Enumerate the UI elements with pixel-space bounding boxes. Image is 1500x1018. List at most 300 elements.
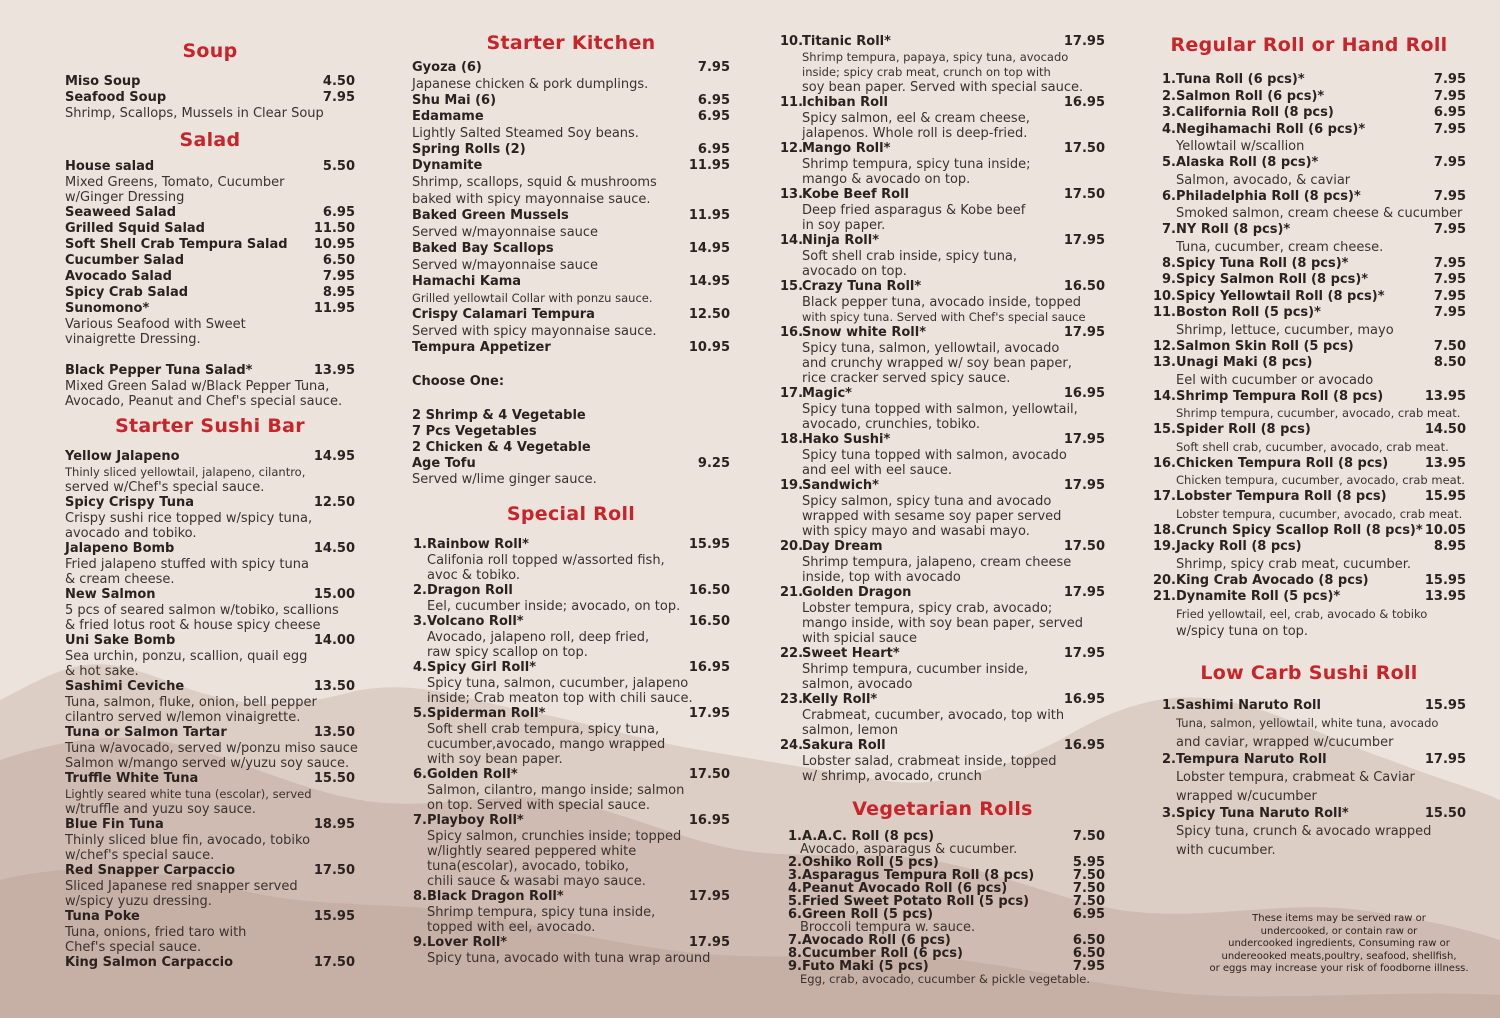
section-title: Salad xyxy=(179,129,241,151)
menu-item xyxy=(65,725,355,741)
menu-item xyxy=(1152,539,1466,556)
menu-item-description: Egg, crab, avocado, cucumber & pickle vegetable. xyxy=(800,972,1091,986)
menu-item-price: 12.50 xyxy=(313,495,355,510)
menu-item-number: 18. xyxy=(1152,522,1176,538)
menu-item-name: 6.Philadelphia Roll (8 pcs)* xyxy=(1152,189,1361,206)
menu-item-description: Fried jalapeno stuffed with spicy tuna xyxy=(65,557,309,572)
menu-item-description: baked with spicy mayonnaise sauce. xyxy=(412,192,651,207)
menu-item xyxy=(780,279,1105,295)
menu-item-description: with cucumber. xyxy=(1176,842,1276,858)
menu-item-name: 15.Spider Roll (8 pcs) xyxy=(1152,422,1311,437)
menu-item-price: 4.50 xyxy=(322,74,355,89)
menu-item-description: on top. Served with special sauce. xyxy=(427,798,651,813)
menu-item-description: Lightly Salted Steamed Soy beans. xyxy=(412,126,639,141)
menu-item-description: Spicy tuna, salmon, cucumber, jalapeno xyxy=(427,676,689,691)
menu-item-name: 10.Titanic Roll* xyxy=(780,34,891,49)
menu-item-name: 13.Unagi Maki (8 pcs) xyxy=(1152,355,1313,370)
menu-item-price: 7.95 xyxy=(1433,72,1466,87)
menu-item-description: Lobster salad, crabmeat inside, topped xyxy=(802,754,1057,769)
menu-item-description: & cream cheese. xyxy=(65,572,175,587)
menu-item xyxy=(412,660,730,676)
menu-item-description: Crabmeat, cucumber, avocado, top with xyxy=(802,708,1065,723)
menu-item-price: 13.50 xyxy=(313,679,355,694)
menu-item-price: 14.95 xyxy=(688,241,730,256)
notice-line: undereooked meats,poultry, seafood, shellfish, xyxy=(1221,950,1457,962)
section-title: Starter Kitchen xyxy=(486,32,656,54)
menu-item-price: 11.95 xyxy=(688,208,730,223)
menu-item-description: Shrimp tempura, cucumber, avocado, crab meat. xyxy=(1176,406,1461,420)
section-title: Starter Sushi Bar xyxy=(115,415,305,437)
menu-item-name: House salad xyxy=(65,159,155,174)
menu-item-description: chili sauce & wasabi mayo sauce. xyxy=(427,874,646,889)
menu-item xyxy=(1152,122,1466,139)
menu-item-price: 7.95 xyxy=(1433,305,1466,320)
menu-item-price: 7.95 xyxy=(1433,288,1466,304)
menu-item-price: 11.95 xyxy=(313,301,355,316)
menu-item-number: 8. xyxy=(788,946,802,961)
menu-item xyxy=(65,679,355,695)
menu-item-description: avocado and tobiko. xyxy=(65,526,197,541)
menu-item xyxy=(1152,573,1466,590)
menu-item-description: Spicy salmon, crunchies inside; topped xyxy=(427,829,682,844)
menu-item-price: 17.95 xyxy=(1063,34,1105,49)
menu-item-description: cilantro served w/lemon vinaigrette. xyxy=(65,710,301,725)
tempura-choice: 2 Shrimp & 4 Vegetable xyxy=(412,408,586,423)
menu-item-number: 3. xyxy=(1162,105,1176,120)
menu-item-number: 2. xyxy=(1162,88,1176,104)
menu-item-name: 3.California Roll (8 pcs) xyxy=(1152,105,1334,122)
menu-item-name: 15.Crazy Tuna Roll* xyxy=(780,279,922,294)
menu-item-number: 9. xyxy=(413,935,427,950)
menu-item-price: 17.50 xyxy=(1063,539,1105,554)
menu-item-number: 20. xyxy=(780,539,804,554)
menu-item-description: Sliced Japanese red snapper served xyxy=(65,879,298,894)
menu-item-price: 7.95 xyxy=(1433,272,1466,287)
menu-item xyxy=(65,221,355,237)
menu-item-price: 17.50 xyxy=(313,955,355,970)
menu-item-number: 8. xyxy=(413,889,427,904)
menu-item xyxy=(65,771,355,787)
menu-item-price: 6.95 xyxy=(697,93,730,108)
menu-item-price: 13.95 xyxy=(1424,455,1466,471)
menu-item-description: Thinly sliced blue fin, avocado, tobiko xyxy=(65,833,311,848)
menu-item-name: Dynamite xyxy=(412,158,483,173)
menu-item xyxy=(65,817,355,833)
menu-item-price: 17.95 xyxy=(1063,233,1105,248)
menu-item-name: Yellow Jalapeno xyxy=(65,449,180,464)
menu-item-price: 14.95 xyxy=(313,449,355,464)
menu-item-name: 1.Sashimi Naruto Roll xyxy=(1152,698,1321,714)
menu-item xyxy=(65,285,355,301)
menu-item-name: 4.Negihamachi Roll (6 pcs)* xyxy=(1152,122,1365,139)
menu-item-name: 13.Kobe Beef Roll xyxy=(780,187,910,202)
menu-item xyxy=(1152,355,1466,372)
menu-item xyxy=(1152,589,1466,606)
menu-item-number: 15. xyxy=(780,279,804,294)
menu-item-name: Spring Rolls (2) xyxy=(412,142,526,157)
menu-item-number: 7. xyxy=(788,933,802,948)
menu-item xyxy=(412,537,730,553)
menu-item-description: Served with spicy mayonnaise sauce. xyxy=(412,324,657,339)
menu-item-number: 18. xyxy=(780,432,804,447)
menu-item-price: 17.50 xyxy=(1063,187,1105,202)
menu-item-description: Sea urchin, ponzu, scallion, quail egg xyxy=(65,649,308,664)
menu-item-name: 14.Ninja Roll* xyxy=(780,233,879,248)
menu-item-price: 14.50 xyxy=(313,541,355,556)
menu-item-price: 7.95 xyxy=(1433,255,1466,271)
menu-item-price: 15.95 xyxy=(1424,697,1466,713)
menu-item-price: 7.95 xyxy=(697,60,730,75)
menu-item-description: Lobster tempura, crabmeat & Caviar xyxy=(1176,769,1415,785)
column-special-vegetarian xyxy=(780,34,1105,986)
menu-item-number: 1. xyxy=(1162,697,1176,713)
menu-item-number: 21. xyxy=(780,585,804,600)
menu-item-name: 9.Spicy Salmon Roll (8 pcs)* xyxy=(1152,272,1368,289)
menu-item-name: 2.Oshiko Roll (5 pcs) xyxy=(786,856,939,869)
menu-item-description: Avocado, asparagus & cucumber. xyxy=(800,842,1018,857)
menu-item xyxy=(1152,698,1466,714)
menu-item xyxy=(65,90,355,106)
menu-item-price: 17.50 xyxy=(1063,141,1105,156)
menu-item-number: 4. xyxy=(788,881,802,896)
menu-item-description: Shrimp, lettuce, cucumber, mayo xyxy=(1176,322,1394,338)
menu-item xyxy=(1152,339,1466,356)
menu-item-description: Served w/mayonnaise sauce xyxy=(412,258,599,273)
menu-item-price: 7.95 xyxy=(1433,222,1466,237)
menu-item-description: Spicy tuna, crunch & avocado wrapped xyxy=(1176,823,1432,839)
menu-item-description: Salmon w/mango served w/yuzu soy sauce. xyxy=(65,756,350,771)
menu-item-description: Lobster tempura, spicy crab, avocado; xyxy=(802,601,1053,616)
menu-item-name: 1.A.A.C. Roll (8 pcs) xyxy=(786,830,934,843)
column-kitchen-special xyxy=(412,32,730,966)
menu-item-price: 15.95 xyxy=(688,537,730,552)
menu-item-description: Lightly seared white tuna (escolar), served xyxy=(65,787,312,801)
menu-item-number: 22. xyxy=(780,646,804,661)
food-safety-notice xyxy=(1198,913,1480,976)
menu-item-price: 7.95 xyxy=(1433,188,1466,204)
menu-item-number: 12. xyxy=(1152,338,1176,354)
menu-item-name: 4.Peanut Avocado Roll (6 pcs) xyxy=(786,882,1007,895)
menu-item-description: w/ shrimp, avocado, crunch xyxy=(802,769,982,784)
menu-item-description: with spicial sauce xyxy=(802,631,917,646)
menu-item-number: 16. xyxy=(1152,455,1176,471)
menu-item-description: Spicy tuna topped with salmon, avocado xyxy=(802,448,1067,463)
menu-item xyxy=(412,889,730,905)
menu-item-description: avocado, crunchies, tobiko. xyxy=(802,417,981,432)
menu-item-price: 7.95 xyxy=(1072,959,1105,974)
menu-item-description: Spicy salmon, spicy tuna and avocado xyxy=(802,494,1052,509)
menu-item-price: 10.95 xyxy=(313,237,355,252)
menu-item-name: 12.Salmon Skin Roll (5 pcs) xyxy=(1152,338,1354,354)
menu-item xyxy=(65,909,355,925)
menu-item-price: 7.50 xyxy=(1072,868,1105,883)
menu-item-number: 5. xyxy=(1162,155,1176,170)
menu-item-name: Gyoza (6) xyxy=(412,60,482,75)
notice-line: undercooked, or contain raw or xyxy=(1260,925,1418,937)
menu-item-number: 17. xyxy=(780,386,804,401)
menu-item-description: tuna(escolar), avocado, tobiko, xyxy=(427,859,630,874)
menu-item-number: 14. xyxy=(780,233,804,248)
menu-item-name: 3.Volcano Roll* xyxy=(413,614,524,629)
menu-item-description: wrapped with sesame soy paper served xyxy=(802,509,1062,524)
menu-item-name: Edamame xyxy=(412,109,484,124)
menu-item-price: 7.95 xyxy=(322,90,355,105)
menu-item-price: 6.95 xyxy=(322,205,355,220)
menu-item-number: 10. xyxy=(780,34,804,49)
menu-item-number: 15. xyxy=(1152,422,1176,437)
menu-item-number: 13. xyxy=(780,187,804,202)
menu-item-number: 24. xyxy=(780,738,804,753)
menu-item-number: 16. xyxy=(780,325,804,340)
menu-item-price: 6.95 xyxy=(1433,105,1466,120)
menu-item xyxy=(1152,189,1466,206)
menu-item-description: Shrimp, spicy crab meat, cucumber. xyxy=(1176,556,1412,572)
menu-item-description: 5 pcs of seared salmon w/tobiko, scallions xyxy=(65,603,339,618)
menu-item-description: Shrimp tempura, spicy tuna inside; xyxy=(802,157,1031,172)
menu-item-price: 6.95 xyxy=(1072,907,1105,922)
menu-item-name: Sunomono* xyxy=(65,301,150,316)
menu-item-description: and caviar, wrapped w/cucumber xyxy=(1176,734,1394,750)
menu-item xyxy=(412,158,730,174)
menu-item xyxy=(780,539,1105,555)
menu-item-price: 12.50 xyxy=(688,307,730,322)
menu-item-name: Seaweed Salad xyxy=(65,205,177,220)
menu-item xyxy=(412,109,730,125)
menu-item-price: 11.50 xyxy=(313,221,355,236)
menu-item-description: Served w/lime ginger sauce. xyxy=(412,472,597,487)
section-title: Low Carb Sushi Roll xyxy=(1200,661,1418,684)
menu-item-description: w/Ginger Dressing xyxy=(65,190,185,205)
menu-item-name: 7.Avocado Roll (6 pcs) xyxy=(786,934,951,947)
menu-item-name: Baked Bay Scallops xyxy=(412,241,554,256)
menu-item-description: w/spicy tuna on top. xyxy=(1176,623,1309,639)
menu-item-description: Shrimp, scallops, squid & mushrooms xyxy=(412,175,657,190)
menu-item-description: Shrimp tempura, spicy tuna inside, xyxy=(427,905,656,920)
menu-item-description: Spicy tuna topped with salmon, yellowtail, xyxy=(802,402,1078,417)
menu-item xyxy=(1152,105,1466,122)
menu-item-name: Age Tofu xyxy=(412,456,476,471)
menu-item-name: Sashimi Ceviche xyxy=(65,679,185,694)
menu-item-name: 5.Alaska Roll (8 pcs)* xyxy=(1152,155,1318,172)
menu-item-name: Jalapeno Bomb xyxy=(65,541,175,556)
menu-item-name: Avocado Salad xyxy=(65,269,172,284)
menu-item-number: 3. xyxy=(1162,805,1176,821)
menu-item-name: 9.Futo Maki (5 pcs) xyxy=(786,960,929,973)
menu-item-number: 12. xyxy=(780,141,804,156)
menu-item-number: 4. xyxy=(413,660,427,675)
menu-item-number: 2. xyxy=(1162,751,1176,767)
menu-item xyxy=(412,340,730,356)
menu-item-name: Red Snapper Carpaccio xyxy=(65,863,236,878)
menu-item-number: 7. xyxy=(1162,222,1176,237)
menu-item-description: salmon, lemon xyxy=(802,723,898,738)
menu-item xyxy=(65,269,355,285)
menu-item-name: 24.Sakura Roll xyxy=(780,738,886,753)
menu-item-description: Smoked salmon, cream cheese & cucumber xyxy=(1176,206,1463,221)
menu-item-name: 19.Sandwich* xyxy=(780,478,879,493)
notice-line: These items may be served raw or xyxy=(1252,913,1426,924)
menu-item-price: 10.05 xyxy=(1424,522,1466,538)
menu-item xyxy=(1152,256,1466,273)
menu-item-description: w/spicy yuzu dressing. xyxy=(65,894,212,909)
menu-item-number: 10. xyxy=(1152,288,1176,304)
menu-item-number: 9. xyxy=(1162,272,1176,287)
menu-item-name: 8.Black Dragon Roll* xyxy=(413,889,564,904)
menu-item-description: and eel with eel sauce. xyxy=(802,463,953,478)
menu-item-number: 9. xyxy=(788,959,802,974)
menu-item-price: 14.00 xyxy=(313,633,355,648)
menu-item-price: 8.50 xyxy=(1433,355,1466,370)
menu-item-number: 6. xyxy=(788,907,802,922)
menu-item-price: 13.50 xyxy=(313,725,355,740)
menu-item-price: 17.95 xyxy=(1063,585,1105,600)
menu-item-description: Grilled yellowtail Collar with ponzu sauce. xyxy=(412,291,653,305)
menu-item-number: 1. xyxy=(413,537,427,552)
menu-item-name: 5.Spiderman Roll* xyxy=(413,706,546,721)
menu-item xyxy=(1152,305,1466,322)
menu-item-description: jalapenos. Whole roll is deep-fried. xyxy=(802,126,1028,141)
menu-item-description: w/chef's special sauce. xyxy=(65,848,215,863)
menu-item-price: 16.95 xyxy=(1063,738,1105,753)
menu-item-description: Califonia roll topped w/assorted fish, xyxy=(427,553,665,568)
menu-item-number: 20. xyxy=(1152,572,1176,588)
menu-item-name: Tuna Poke xyxy=(65,909,140,924)
menu-item-price: 6.95 xyxy=(697,109,730,124)
menu-item-price: 15.50 xyxy=(313,771,355,786)
tempura-choice: 2 Chicken & 4 Vegetable xyxy=(412,440,591,455)
menu-item xyxy=(1152,422,1466,439)
menu-item-name: 20.King Crab Avocado (8 pcs) xyxy=(1152,572,1369,588)
menu-item-price: 13.95 xyxy=(313,363,355,378)
menu-item-price: 13.95 xyxy=(1424,589,1466,604)
menu-item-description: Shrimp tempura, papaya, spicy tuna, avocado xyxy=(802,50,1069,64)
menu-item xyxy=(412,60,730,76)
menu-item-name: Seafood Soup xyxy=(65,90,167,105)
menu-item-name: 14.Shrimp Tempura Roll (8 pcs) xyxy=(1152,388,1384,404)
menu-item-name: 21.Golden Dragon xyxy=(780,585,912,600)
menu-item-name: Blue Fin Tuna xyxy=(65,817,164,832)
menu-item-name: 3.Spicy Tuna Naruto Roll* xyxy=(1152,806,1349,822)
menu-item-name: 4.Spicy Girl Roll* xyxy=(413,660,537,675)
menu-item-name: Spicy Crispy Tuna xyxy=(65,495,195,510)
menu-item-name: King Salmon Carpaccio xyxy=(65,955,234,970)
menu-item-description: inside; spicy crab meat, crunch on top with xyxy=(802,65,1051,79)
menu-item-price: 17.95 xyxy=(688,889,730,904)
menu-item xyxy=(65,863,355,879)
menu-item-name: 17.Magic* xyxy=(780,386,852,401)
menu-item-description: inside; Crab meaton top with chili sauce. xyxy=(427,691,693,706)
menu-item xyxy=(780,34,1105,50)
menu-item xyxy=(65,449,355,465)
menu-item xyxy=(1152,806,1466,822)
menu-item-name: 22.Sweet Heart* xyxy=(780,646,900,661)
column-soup-salad-sushibar xyxy=(65,40,358,971)
notice-line: or eggs may increase your risk of foodborne illness. xyxy=(1209,963,1469,974)
menu-item-name: Hamachi Kama xyxy=(412,274,522,289)
menu-item-description: Shrimp, Scallops, Mussels in Clear Soup xyxy=(65,106,324,121)
menu-item-price: 17.95 xyxy=(1063,432,1105,447)
menu-item-description: Served w/mayonnaise sauce xyxy=(412,225,599,240)
menu-item-description: & fried lotus root & house spicy cheese xyxy=(65,618,321,633)
menu-item-number: 6. xyxy=(413,767,427,782)
menu-item-name: Miso Soup xyxy=(65,74,141,89)
menu-item-price: 17.50 xyxy=(688,767,730,782)
menu-item-name: 3.Asparagus Tempura Roll (8 pcs) xyxy=(786,869,1034,882)
menu-item-name: 23.Kelly Roll* xyxy=(780,692,878,707)
menu-item-description: w/truffle and yuzu soy sauce. xyxy=(65,802,256,817)
menu-item-description: Deep fried asparagus & Kobe beef xyxy=(802,203,1026,218)
menu-item-description: Tuna, salmon, yellowtail, white tuna, avocado xyxy=(1176,715,1439,730)
menu-item xyxy=(65,495,355,511)
menu-item-price: 16.50 xyxy=(688,583,730,598)
menu-item-price: 15.50 xyxy=(1424,805,1466,821)
menu-item xyxy=(780,187,1105,203)
menu-item-price: 8.95 xyxy=(1433,539,1466,554)
menu-item-description: in soy paper. xyxy=(802,218,886,233)
menu-item-price: 8.95 xyxy=(322,285,355,300)
menu-item xyxy=(1152,456,1466,473)
menu-item-name: 5.Fried Sweet Potato Roll (5 pcs) xyxy=(786,895,1029,908)
menu-item xyxy=(780,738,1105,754)
menu-item-description: salmon, avocado xyxy=(802,677,913,692)
menu-item-description: Spicy tuna, avocado with tuna wrap around xyxy=(427,951,711,966)
menu-item-name: Truffle White Tuna xyxy=(65,771,199,786)
menu-item-description: rice cracker served spicy sauce. xyxy=(802,371,1011,386)
menu-item xyxy=(1152,72,1466,89)
menu-item-number: 19. xyxy=(780,478,804,493)
menu-item-price: 7.95 xyxy=(322,269,355,284)
menu-item-description: inside, top with avocado xyxy=(802,570,961,585)
menu-item-price: 14.95 xyxy=(688,274,730,289)
menu-item-description: Various Seafood with Sweet xyxy=(65,317,246,332)
menu-item-price: 16.95 xyxy=(1063,692,1105,707)
menu-item xyxy=(780,646,1105,662)
menu-item-number: 7. xyxy=(413,813,427,828)
menu-item-number: 1. xyxy=(1162,72,1176,87)
menu-item-name: 6.Green Roll (5 pcs) xyxy=(786,908,933,921)
menu-item xyxy=(412,935,730,951)
menu-item xyxy=(412,456,730,472)
menu-item-description: Spicy salmon, eel & cream cheese, xyxy=(802,111,1030,126)
menu-item-number: 5. xyxy=(788,894,802,909)
menu-item-description: Shrimp tempura, cucumber inside, xyxy=(802,662,1029,677)
menu-item-price: 16.95 xyxy=(1063,386,1105,401)
menu-item-number: 3. xyxy=(413,614,427,629)
menu-item-name: 7.Playboy Roll* xyxy=(413,813,524,828)
menu-item xyxy=(65,363,355,379)
menu-item-description: served w/Chef's special sauce. xyxy=(65,480,265,495)
menu-item-name: 2.Dragon Roll xyxy=(413,583,513,598)
menu-item-name: 16.Snow white Roll* xyxy=(780,325,927,340)
menu-item-name: Black Pepper Tuna Salad* xyxy=(65,363,253,378)
menu-item-price: 14.50 xyxy=(1424,422,1466,437)
menu-item-description: mango & avocado on top. xyxy=(802,172,971,187)
menu-item-number: 6. xyxy=(1162,188,1176,204)
menu-item-name: Cucumber Salad xyxy=(65,253,185,268)
tempura-choice: 7 Pcs Vegetables xyxy=(412,424,537,439)
menu-item-price: 7.95 xyxy=(1433,155,1466,170)
menu-item xyxy=(1152,523,1466,540)
menu-item-name: 19.Jacky Roll (8 pcs) xyxy=(1152,539,1302,554)
menu-item-number: 23. xyxy=(780,692,804,707)
menu-item xyxy=(1152,155,1466,172)
menu-item xyxy=(412,241,730,257)
menu-item-price: 7.50 xyxy=(1072,829,1105,844)
menu-item-description: Shrimp tempura, jalapeno, cream cheese xyxy=(802,555,1072,570)
menu-item-description: with spicy tuna. Served with Chef's special sauce xyxy=(802,310,1086,324)
menu-item-description: Mixed Greens, Tomato, Cucumber xyxy=(65,175,285,190)
menu-item-number: 1. xyxy=(788,829,802,844)
